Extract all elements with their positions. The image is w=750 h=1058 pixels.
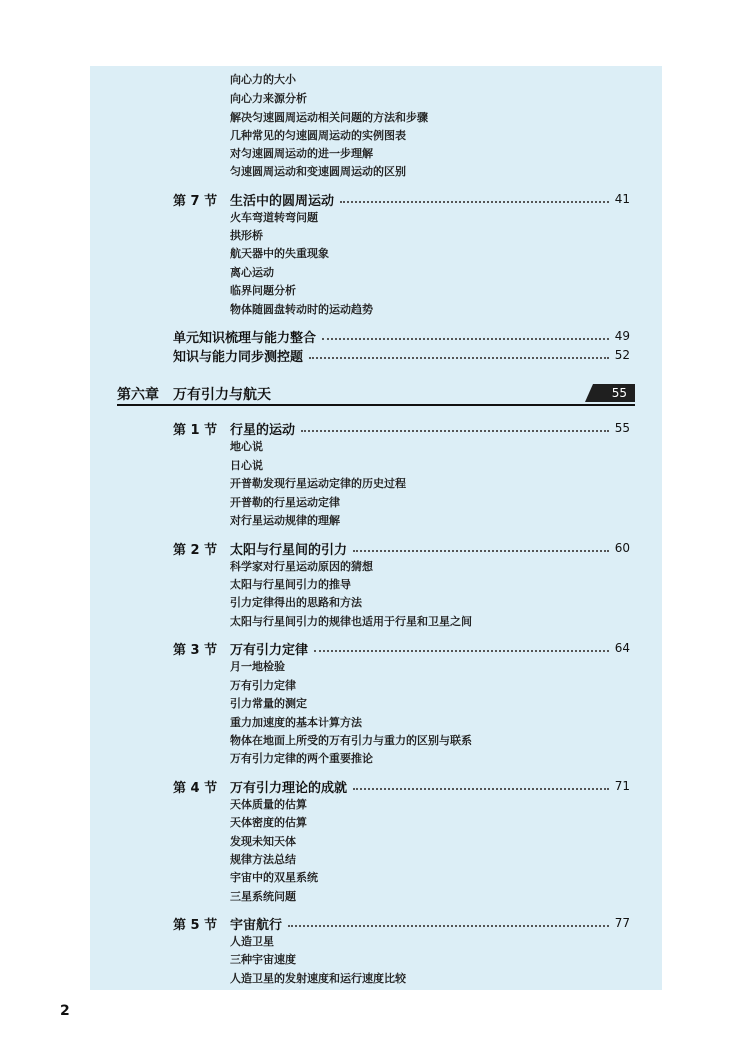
section-page: 41 xyxy=(614,192,630,206)
toc-topic: 对行星运动规律的理解 xyxy=(230,514,340,527)
toc-topic: 发现未知天体 xyxy=(230,835,296,848)
section-page: 64 xyxy=(614,641,630,655)
toc-section-2[interactable] xyxy=(173,539,630,557)
toc-topic: 引力常量的测定 xyxy=(230,697,307,710)
toc-section-5[interactable] xyxy=(173,914,630,932)
section-page: 77 xyxy=(614,916,630,930)
toc-topic: 宇宙中的双星系统 xyxy=(230,871,318,884)
toc-topic: 开普勒的行星运动定律 xyxy=(230,496,340,509)
unit-test-title: 知识与能力同步测控题 xyxy=(173,349,304,365)
toc-unit-review[interactable] xyxy=(173,327,630,345)
toc-topic: 开普勒发现行星运动定律的历史过程 xyxy=(230,477,406,490)
section-number: 第 1 节 xyxy=(173,422,218,438)
toc-topic: 物体在地面上所受的万有引力与重力的区别与联系 xyxy=(230,734,472,747)
page-number: 2 xyxy=(60,1003,70,1019)
toc-topic: 离心运动 xyxy=(230,266,274,279)
section-number: 第 2 节 xyxy=(173,542,218,558)
toc-topic: 匀速圆周运动和变速圆周运动的区别 xyxy=(230,165,406,178)
unit-review-title: 单元知识梳理与能力整合 xyxy=(173,330,317,346)
toc-topic: 向心力的大小 xyxy=(230,73,296,86)
section-number: 第 3 节 xyxy=(173,642,218,658)
section-number: 第 5 节 xyxy=(173,917,218,933)
chapter-title: 万有引力与航天 xyxy=(173,387,271,403)
section-title: 太阳与行星间的引力 xyxy=(230,542,348,558)
toc-topic: 日心说 xyxy=(230,459,263,472)
section-page: 60 xyxy=(614,541,630,555)
dot-leader xyxy=(309,357,609,359)
toc-topic: 太阳与行星间引力的规律也适用于行星和卫星之间 xyxy=(230,615,472,628)
section-title: 万有引力理论的成就 xyxy=(230,780,348,796)
toc-topic: 科学家对行星运动原因的猜想 xyxy=(230,560,373,573)
toc-topic: 三星系统问题 xyxy=(230,890,296,903)
toc-topic: 航天器中的失重现象 xyxy=(230,247,329,260)
section-title: 万有引力定律 xyxy=(230,642,309,658)
dot-leader xyxy=(340,201,609,203)
section-title: 行星的运动 xyxy=(230,422,296,438)
section-number: 第 7 节 xyxy=(173,193,218,209)
toc-topic: 天体密度的估算 xyxy=(230,816,307,829)
chapter-page-badge: 55 xyxy=(593,384,635,402)
dot-leader xyxy=(314,650,609,652)
toc-topic: 人造卫星的发射速度和运行速度比较 xyxy=(230,972,406,985)
toc-topic: 太阳与行星间引力的推导 xyxy=(230,578,351,591)
toc-topic: 重力加速度的基本计算方法 xyxy=(230,716,362,729)
dot-leader xyxy=(322,338,609,340)
dot-leader xyxy=(353,788,609,790)
toc-topic: 引力定律得出的思路和方法 xyxy=(230,596,362,609)
toc-topic: 万有引力定律的两个重要推论 xyxy=(230,752,373,765)
toc-topic: 月一地检验 xyxy=(230,660,285,673)
toc-topic: 解决匀速圆周运动相关问题的方法和步骤 xyxy=(230,111,428,124)
toc-topic: 临界问题分析 xyxy=(230,284,296,297)
unit-test-page: 52 xyxy=(614,348,630,362)
section-page: 55 xyxy=(614,421,630,435)
toc-topic: 对匀速圆周运动的进一步理解 xyxy=(230,147,373,160)
chapter-label: 第六章 xyxy=(117,387,159,403)
toc-topic: 火车弯道转弯问题 xyxy=(230,211,318,224)
toc-topic: 人造卫星 xyxy=(230,935,274,948)
section-number: 第 4 节 xyxy=(173,780,218,796)
dot-leader xyxy=(353,550,609,552)
toc-topic: 地心说 xyxy=(230,440,263,453)
toc-topic: 万有引力定律 xyxy=(230,679,296,692)
toc-section-4[interactable] xyxy=(173,777,630,795)
dot-leader xyxy=(288,925,609,927)
section-title: 生活中的圆周运动 xyxy=(230,193,335,209)
dot-leader xyxy=(301,430,609,432)
toc-topic: 三种宇宙速度 xyxy=(230,953,296,966)
section-title: 宇宙航行 xyxy=(230,917,283,933)
toc-section-3[interactable] xyxy=(173,639,630,657)
section-page: 71 xyxy=(614,779,630,793)
toc-section-7[interactable] xyxy=(173,190,630,208)
toc-topic: 物体随圆盘转动时的运动趋势 xyxy=(230,303,373,316)
toc-topic: 拱形桥 xyxy=(230,229,263,242)
toc-topic: 向心力来源分析 xyxy=(230,92,307,105)
toc-topic: 天体质量的估算 xyxy=(230,798,307,811)
chapter-heading[interactable] xyxy=(117,382,635,406)
toc-topic: 规律方法总结 xyxy=(230,853,296,866)
toc-topic: 几种常见的匀速圆周运动的实例图表 xyxy=(230,129,406,142)
toc-unit-test[interactable] xyxy=(173,346,630,364)
toc-section-1[interactable] xyxy=(173,419,630,437)
unit-review-page: 49 xyxy=(614,329,630,343)
